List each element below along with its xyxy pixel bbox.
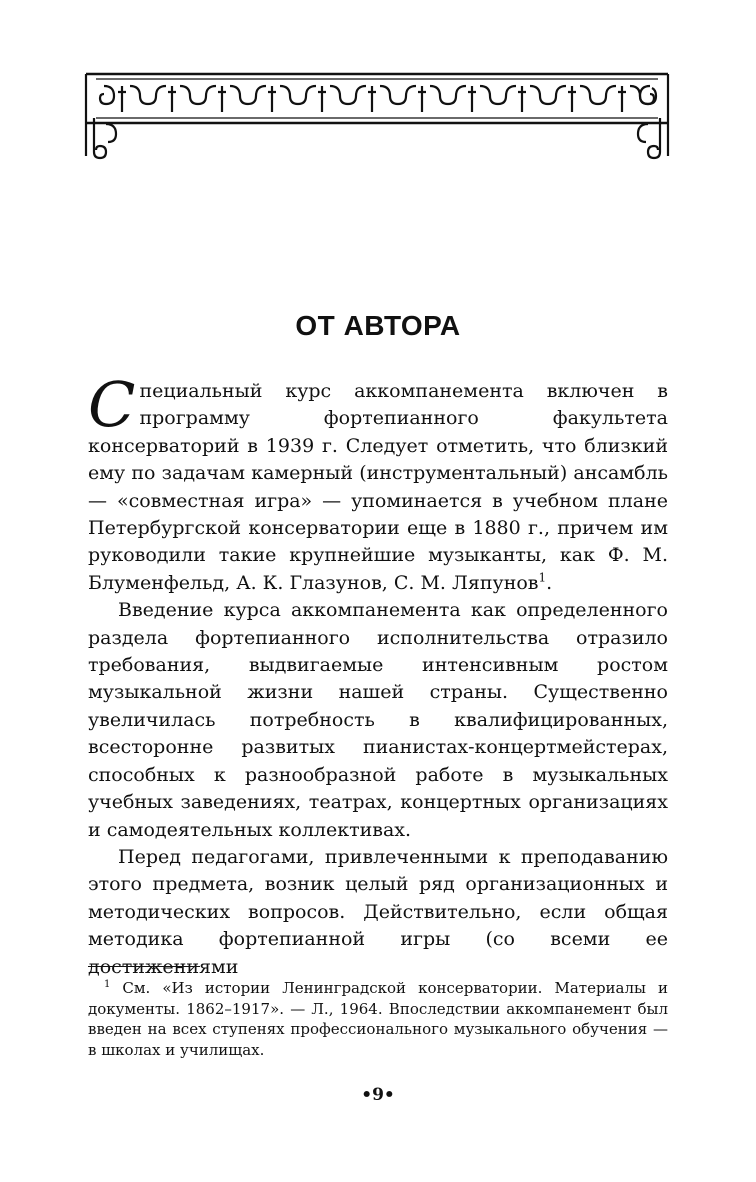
ornament-scroll-1 — [100, 86, 656, 112]
paragraph-1-end: . — [546, 571, 553, 594]
paragraph-1-text: пециальный курс аккомпанемента включен в программу фортепианного факультета консерваторий в 1939 г. Следует отметить, что близкий ему по задачам камерный (инструментальный) ансамбль — «совместная игра» — упоминается в учебном плане Петербургской консерватории еще в 1880 г., причем им руководили такие крупнейшие музыканты, как Ф. М. Блуменфельд, А. К. Глазунов, С. М. Ляпунов — [88, 380, 668, 594]
paragraph-1 — [88, 368, 668, 597]
decorative-border-ornament — [82, 72, 672, 162]
footnote-reference[interactable]: 1 — [538, 570, 547, 585]
page-title: ОТ АВТОРА — [295, 310, 461, 341]
footnote-mark: 1 — [104, 979, 111, 990]
drop-cap: С — [88, 368, 136, 441]
page-number: •9• — [361, 1085, 395, 1105]
main-text — [88, 368, 668, 981]
left-corner-flourish — [86, 74, 116, 158]
right-corner-flourish — [638, 74, 668, 158]
footnote-text: См. «Из истории Ленинградской консерватории. Материалы и документы. 1862–1917». — Л., 1964. Впоследствии аккомпанемент был введен на всех ступенях профессионального музыкального обучения — в школах и училищах. — [88, 979, 668, 1059]
paragraph-3: Перед педагогами, привлеченными к преподаванию этого предмета, возник целый ряд организационных и методических вопросов. Действительно, если общая методика фортепианной игры (со всеми ее достижениями — [88, 845, 668, 978]
footnote-divider — [88, 966, 200, 967]
paragraph-2: Введение курса аккомпанемента как определенного раздела фортепианного исполнительства отразило требования, выдвигаемые интенсивным ростом музыкальной жизни нашей страны. Существенно увеличилась потребность в квалифицированных, всесторонне развитых пианистах-концертмейстерах, способных к разнообразной работе в музыкальных учебных заведениях, театрах, концертных организациях и самодеятельных коллективах. — [88, 599, 668, 841]
footnote — [88, 978, 668, 1060]
